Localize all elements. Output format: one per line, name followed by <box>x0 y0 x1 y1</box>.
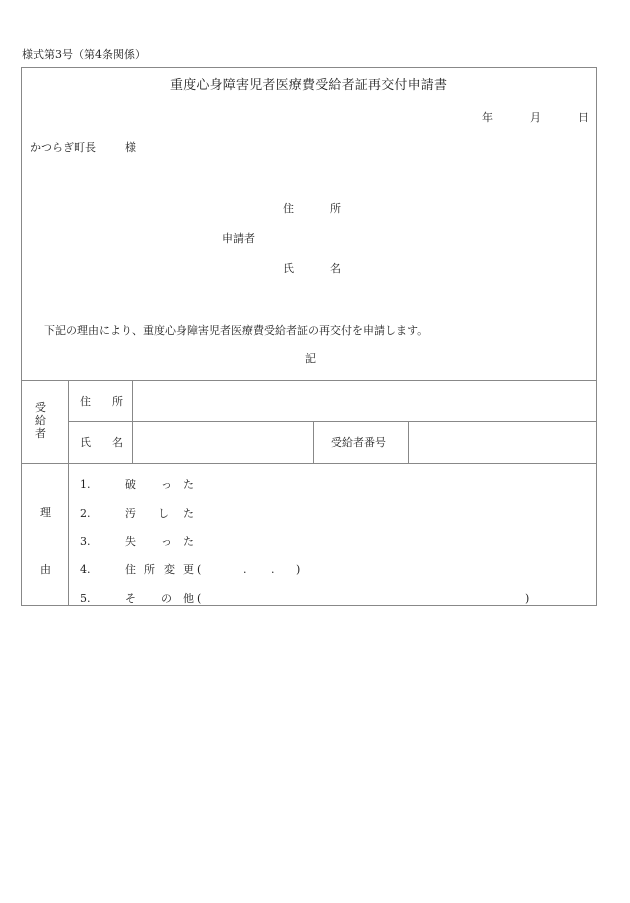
number-label-left-divider <box>313 421 314 463</box>
reason-item-2-char-2: し <box>158 507 169 520</box>
recipient-row-divider <box>68 421 597 422</box>
date-year-label: 年 <box>482 111 493 124</box>
addressee-name: かつらぎ町長 <box>30 141 96 154</box>
reason-item-4-close-paren: ) <box>296 563 301 576</box>
table-top-line <box>21 380 597 381</box>
recipient-address-field[interactable] <box>134 382 595 420</box>
form-reference: 様式第3号（第4条関係） <box>22 48 146 61</box>
reason-item-5-open-paren: ( <box>197 592 202 605</box>
applicant-address-label-2: 所 <box>330 202 341 215</box>
date-day-label: 日 <box>578 111 589 124</box>
reason-item-1-char-3: た <box>183 478 194 491</box>
reason-item-5-char-1: そ <box>125 592 136 605</box>
reason-item-4-open-paren: ( <box>197 563 202 576</box>
recipient-name-label-1: 氏 <box>80 436 91 449</box>
form-title: 重度心身障害児者医療費受給者証再交付申請書 <box>170 78 448 93</box>
date-month-label: 月 <box>530 111 541 124</box>
applicant-group-label: 申請者 <box>222 232 255 245</box>
reason-item-5-number: 5. <box>80 592 91 605</box>
note-label: 記 <box>305 352 316 365</box>
recipient-label-1: 受 <box>35 401 46 414</box>
reason-item-3-number: 3. <box>80 535 91 548</box>
reason-item-1-number: 1. <box>80 478 91 491</box>
reason-item-3-char-2: っ <box>161 535 172 548</box>
reason-item-1-char-1: 破 <box>125 478 136 491</box>
recipient-number-label: 受給者番号 <box>331 436 386 449</box>
recipient-address-label-2: 所 <box>112 395 123 408</box>
recipient-label-2: 給 <box>35 414 46 427</box>
reason-item-4-date-dot-1: . <box>243 563 247 576</box>
reason-item-4-char-1: 住 <box>125 563 136 576</box>
application-statement: 下記の理由により、重度心身障害児者医療費受給者証の再交付を申請します。 <box>44 324 429 337</box>
reason-item-4-char-3: 変 <box>164 563 175 576</box>
addressee-honorific: 様 <box>125 141 136 154</box>
reason-item-5-char-3: 他 <box>183 592 194 605</box>
applicant-name-label-2: 名 <box>330 262 341 275</box>
recipient-name-field[interactable] <box>134 423 312 462</box>
reason-section-divider <box>21 463 597 464</box>
reason-item-2-char-1: 汚 <box>125 507 136 520</box>
recipient-name-label-2: 名 <box>112 436 123 449</box>
reason-item-4-char-2: 所 <box>144 563 155 576</box>
reason-item-3-char-3: た <box>183 535 194 548</box>
reason-item-5-close-paren: ) <box>525 592 530 605</box>
reason-label-2: 由 <box>40 563 51 576</box>
reason-item-1-char-2: っ <box>161 478 172 491</box>
reason-label-1: 理 <box>40 506 51 519</box>
reason-item-5-other-field[interactable] <box>210 591 520 605</box>
reason-item-3-char-1: 失 <box>125 535 136 548</box>
recipient-number-field[interactable] <box>410 423 596 462</box>
reason-item-2-char-3: た <box>183 507 194 520</box>
reason-item-4-char-4: 更 <box>183 563 194 576</box>
recipient-address-label-1: 住 <box>80 395 91 408</box>
recipient-label-3: 者 <box>35 427 46 440</box>
reason-item-2-number: 2. <box>80 507 91 520</box>
reason-item-4-date-dot-2: . <box>271 563 275 576</box>
reason-item-4-number: 4. <box>80 563 91 576</box>
applicant-address-label-1: 住 <box>283 202 294 215</box>
label-column-divider <box>68 380 69 606</box>
field-label-column-divider <box>132 380 133 463</box>
reason-item-5-char-2: の <box>161 592 172 605</box>
applicant-name-label-1: 氏 <box>283 262 294 275</box>
number-label-right-divider <box>408 421 409 463</box>
